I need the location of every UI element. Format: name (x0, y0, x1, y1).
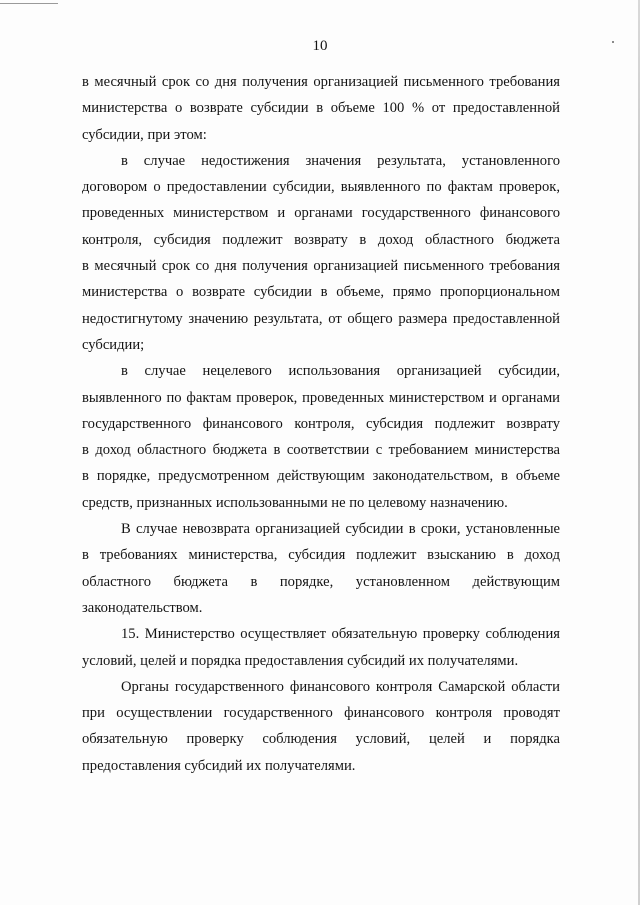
text-line: в случае недостижения значения результата, установленного (121, 152, 560, 169)
text-line: 15. Министерство осуществляет обязательную проверку соблюдения (121, 626, 560, 643)
text-line: в месячный срок со дня получения организацией письменного требования (82, 258, 560, 275)
document-body (82, 69, 560, 779)
text-line: министерства о возврате субсидии в объеме, прямо пропорциональном (82, 284, 560, 301)
text-line: Органы государственного финансового контроля Самарской области (121, 678, 560, 695)
text-line: в случае нецелевого использования организацией субсидии, (121, 363, 560, 380)
text-line: государственного финансового контроля, субсидия подлежит возврату (82, 415, 560, 432)
text-line: обязательную проверку соблюдения условий, целей и порядка (82, 731, 560, 748)
text-line: в требованиях министерства, субсидия подлежит взысканию в доход (82, 547, 560, 564)
text-line: условий, целей и порядка предоставления субсидий их получателями. (82, 652, 519, 669)
page-number: 10 (312, 38, 328, 54)
text-line: В случае невозврата организацией субсидии в сроки, установленные (121, 521, 560, 538)
text-line: в порядке, предусмотренном действующим законодательством, в объеме (82, 468, 560, 485)
text-line: договором о предоставлении субсидии, выявленного по фактам проверок, (82, 179, 560, 196)
text-line: предоставления субсидий их получателями. (82, 757, 356, 774)
scan-edge-artifact (0, 3, 58, 4)
text-line: министерства о возврате субсидии в объеме 100 % от предоставленной (82, 100, 560, 117)
text-line: недостигнутому значению результата, от общего размера предоставленной (82, 310, 560, 327)
text-line: в доход областного бюджета в соответствии с требованием министерства (82, 442, 560, 459)
text-line: контроля, субсидия подлежит возврату в доход областного бюджета (82, 231, 560, 248)
text-line: законодательством. (82, 599, 203, 616)
text-line: средств, признанных использованными не по целевому назначению. (82, 494, 508, 511)
text-line: областного бюджета в порядке, установленном действующим (82, 573, 560, 590)
text-line: в месячный срок со дня получения организацией письменного требования (82, 74, 560, 90)
text-line: выявленного по фактам проверок, проведенных министерством и органами (82, 389, 560, 406)
text-line: при осуществлении государственного финансового контроля проводят (82, 705, 560, 722)
text-line: субсидии; (82, 336, 145, 353)
text-line: субсидии, при этом: (82, 126, 207, 143)
text-line: проведенных министерством и органами государственного финансового (82, 205, 560, 222)
